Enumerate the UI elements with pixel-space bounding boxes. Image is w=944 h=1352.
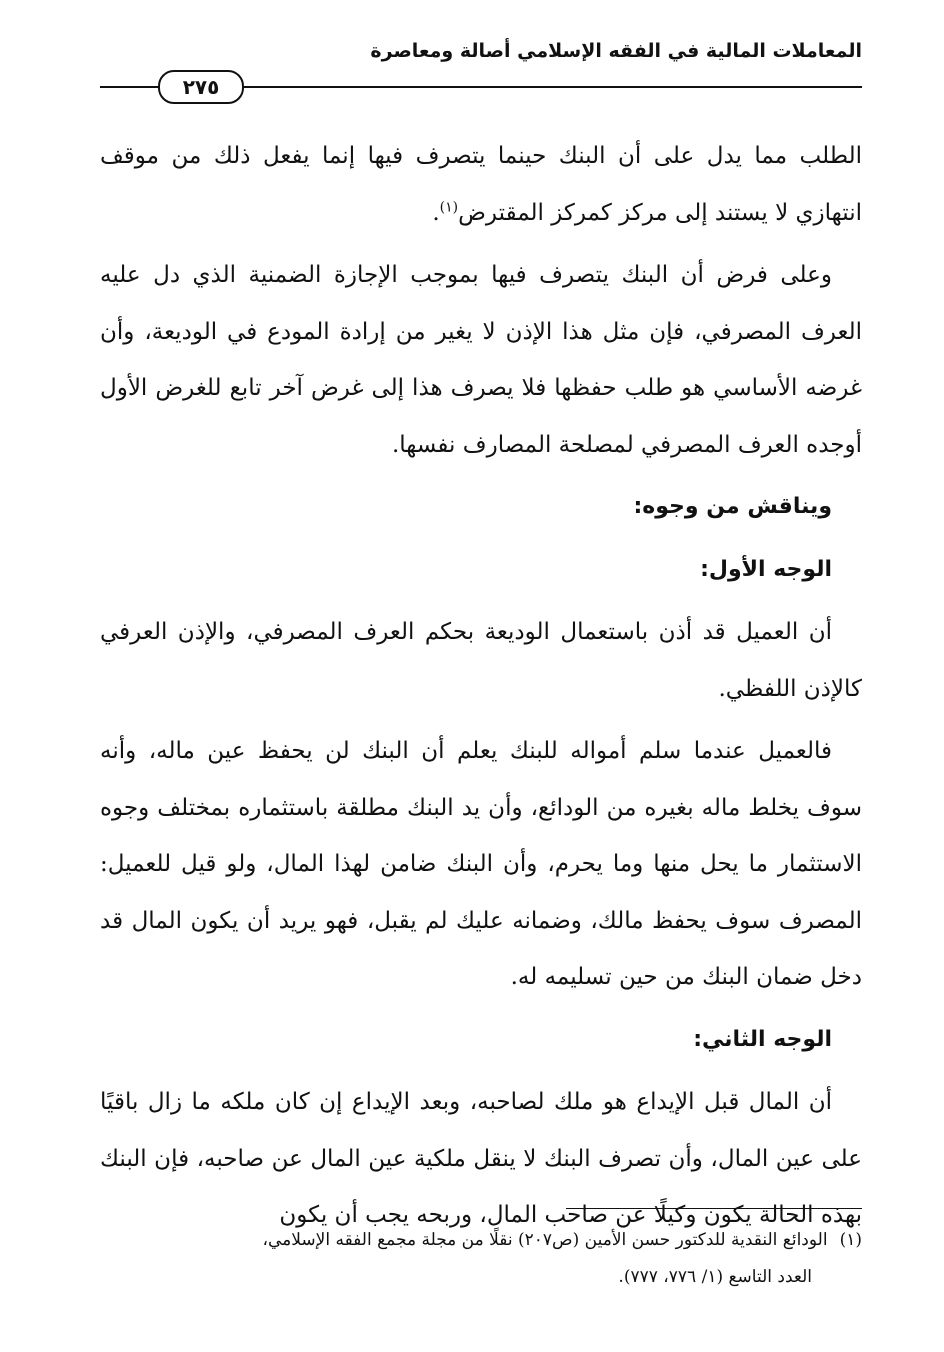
section-heading-objections: ويناقش من وجوه: bbox=[633, 494, 832, 519]
footnote-rule bbox=[566, 1208, 862, 1209]
footnote-reference: (١) bbox=[439, 198, 459, 215]
paragraph-1-text: الطلب مما يدل على أن البنك حينما يتصرف فيها إنما يفعل ذلك من موقف انتهازي لا يستند إلى مركز كمركز المقترض bbox=[100, 143, 862, 226]
paragraph-3: أن العميل قد أذن باستعمال الوديعة بحكم العرف المصرفي، والإذن العرفي كالإذن اللفظي. bbox=[100, 619, 862, 702]
footnote-marker: (١) bbox=[839, 1230, 862, 1250]
page-number-badge: ٢٧٥ bbox=[158, 70, 244, 104]
section-heading-second-aspect: الوجه الثاني: bbox=[693, 1026, 832, 1052]
paragraph-2: وعلى فرض أن البنك يتصرف فيها بموجب الإجازة الضمنية الذي دل عليه العرف المصرفي، فإن مثل هذا الإذن لا يغير من إرادة المودع في الوديعة، وأن غرضه الأساسي هو طلب حفظها فلا يصرف هذا إلى غرض آخر تابع للغرض الأول أوجده العرف المصرفي لمصلحة المصارف نفسها. bbox=[100, 262, 862, 458]
paragraph-1-end: . bbox=[432, 199, 440, 226]
footnote-line-1 bbox=[100, 1222, 862, 1259]
paragraph-4: فالعميل عندما سلم أمواله للبنك يعلم أن البنك لن يحفظ عين ماله، وأنه سوف يخلط ماله بغيره من الودائع، وأن يد البنك مطلقة باستثماره بمختلف وجوه الاستثمار ما يحل منها وما يحرم، وأن البنك ضامن لهذا المال، ولو قيل للعميل: المصرف سوف يحفظ مالك، وضمانه عليك لم يقبل، فهو يريد أن يكون المال قد دخل ضمان البنك من حين تسليمه له. bbox=[100, 738, 862, 990]
footnote-text-2: العدد التاسع (١/ ٧٧٦، ٧٧٧). bbox=[618, 1267, 812, 1287]
running-title: المعاملات المالية في الفقه الإسلامي أصالة ومعاصرة bbox=[370, 40, 862, 62]
footnote-text-1: الودائع النقدية للدكتور حسن الأمين (ص٢٠٧) نقلًا من مجلة مجمع الفقه الإسلامي، bbox=[262, 1230, 828, 1250]
paragraph-1 bbox=[100, 128, 862, 241]
section-heading-first-aspect: الوجه الأول: bbox=[700, 556, 832, 582]
main-text bbox=[100, 128, 862, 1250]
paragraph-5: أن المال قبل الإيداع هو ملك لصاحبه، وبعد الإيداع إن كان ملكه ما زال باقيًا على عين المال، وأن تصرف البنك لا ينقل ملكية عين المال عن صاحبه، فإن البنك بهذه الحالة يكون وكيلًا عن صاحب المال، وربحه يجب أن يكون bbox=[100, 1089, 862, 1228]
footnote bbox=[100, 1222, 862, 1296]
